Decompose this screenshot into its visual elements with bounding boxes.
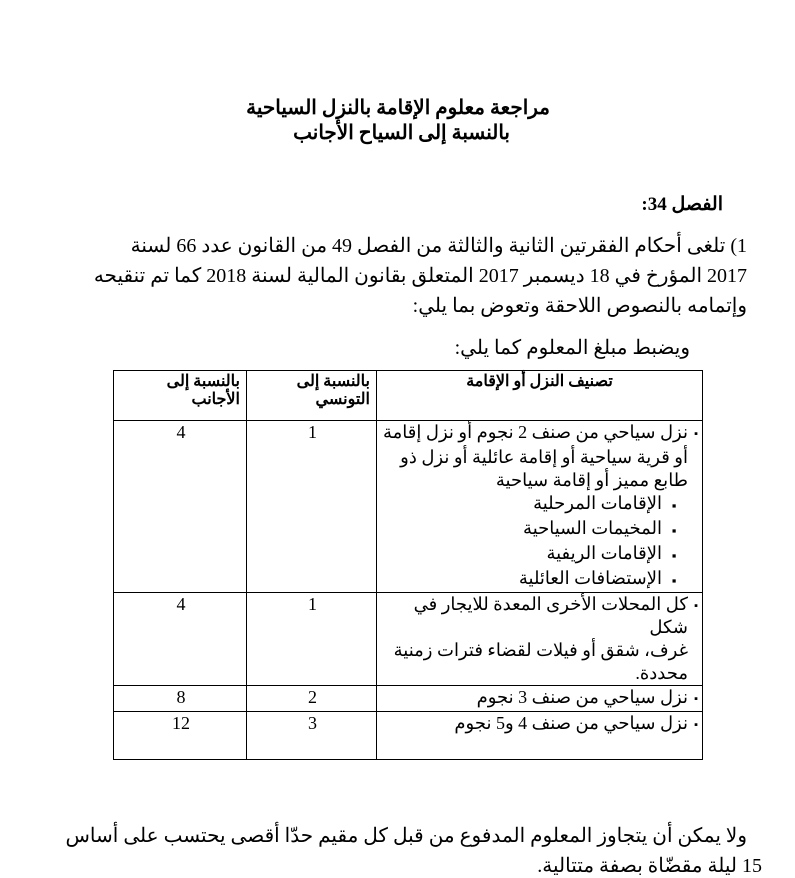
bullet-square-icon: ▪ bbox=[694, 719, 698, 731]
tunisian-rate: 1 bbox=[247, 421, 377, 593]
bullet-icon: ▪ bbox=[671, 523, 677, 538]
category-cell bbox=[377, 712, 703, 760]
bullet-square-icon: ▪ bbox=[694, 428, 698, 440]
foreign-rate: 4 bbox=[114, 593, 247, 686]
foreign-rate: 8 bbox=[114, 686, 247, 712]
table-row bbox=[114, 421, 703, 593]
header-category: تصنيف النزل أو الإقامة bbox=[377, 371, 703, 421]
tunisian-rate: 1 bbox=[247, 593, 377, 686]
table-row bbox=[114, 686, 703, 712]
bullet-icon: ▪ bbox=[671, 548, 677, 563]
fee-table bbox=[113, 370, 703, 760]
tunisian-rate: 3 bbox=[247, 712, 377, 760]
bullet-icon: ▪ bbox=[671, 498, 677, 513]
category-cell bbox=[377, 593, 703, 686]
paragraph-1-line-3: وإتمامه بالنصوص اللاحقة وتعوض بما يلي: bbox=[412, 295, 747, 317]
list-item: ▪ الإقامات المرحلية bbox=[383, 492, 686, 517]
bullet-square-icon: ▪ bbox=[694, 693, 698, 705]
list-item: ▪ الإقامات الريفية bbox=[383, 542, 686, 567]
tunisian-rate: 2 bbox=[247, 686, 377, 712]
foreign-rate: 4 bbox=[114, 421, 247, 593]
bullet-icon: ▪ bbox=[671, 573, 677, 588]
header-foreign: بالنسبة إلى الأجانب bbox=[114, 371, 247, 421]
closing-line-2: 15 ليلة مقضّاة بصفة متتالية. bbox=[537, 855, 762, 877]
category-text: نزل سياحي من صنف 3 نجوم bbox=[476, 687, 688, 707]
list-item: ▪ الإستضافات العائلية bbox=[383, 567, 686, 592]
category-cell bbox=[377, 686, 703, 712]
category-text: نزل سياحي من صنف 4 و5 نجوم bbox=[454, 713, 688, 733]
title-line-2: بالنسبة إلى السياح الأجانب bbox=[293, 122, 510, 144]
title-line-1: مراجعة معلوم الإقامة بالنزل السياحية bbox=[246, 97, 550, 119]
category-text: غرف، شقق أو فيلات لقضاء فترات زمنية bbox=[393, 640, 688, 660]
table-row bbox=[114, 593, 703, 686]
header-tunisian: بالنسبة إلى التونسي bbox=[247, 371, 377, 421]
category-cell bbox=[377, 421, 703, 593]
sub-category-list bbox=[383, 492, 698, 592]
category-text: طابع مميز أو إقامة سياحية bbox=[495, 470, 688, 490]
paragraph-1-line-2: 2017 المؤرخ في 18 ديسمبر 2017 المتعلق بقانون المالية لسنة 2018 كما تم تنقيحه bbox=[93, 265, 747, 287]
closing-line-1: ولا يمكن أن يتجاوز المعلوم المدفوع من قبل كل مقيم حدّا أقصى يحتسب على أساس bbox=[65, 825, 747, 847]
intro-text: ويضبط مبلغ المعلوم كما يلي: bbox=[454, 337, 690, 359]
bullet-square-icon: ▪ bbox=[694, 600, 698, 612]
category-text: نزل سياحي من صنف 2 نجوم أو نزل إقامة bbox=[382, 422, 688, 442]
category-text: أو قرية سياحية أو إقامة عائلية أو نزل ذو bbox=[400, 447, 688, 467]
list-item: ▪ المخيمات السياحية bbox=[383, 517, 686, 542]
foreign-rate: 12 bbox=[114, 712, 247, 760]
paragraph-1-line-1: 1) تلغى أحكام الفقرتين الثانية والثالثة من الفصل 49 من القانون عدد 66 لسنة bbox=[130, 235, 747, 257]
category-text: كل المحلات الأخرى المعدة للايجار في شكل bbox=[413, 594, 688, 637]
chapter-heading: الفصل 34: bbox=[641, 194, 723, 215]
table-row bbox=[114, 712, 703, 760]
category-text: محددة. bbox=[635, 663, 688, 683]
